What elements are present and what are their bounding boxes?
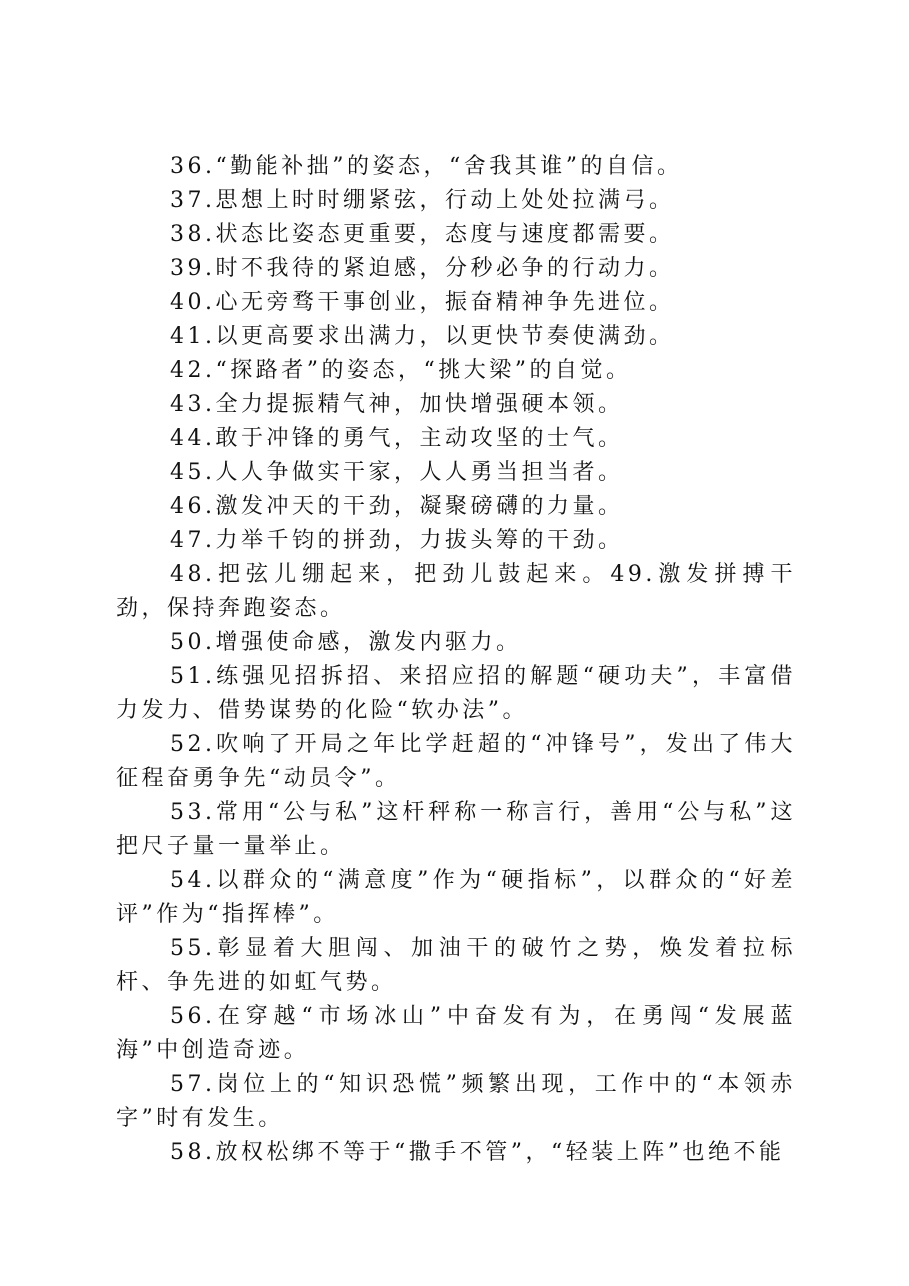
paragraph-43: 43.全力提振精气神，加快增强硬本领。 bbox=[170, 392, 624, 417]
paragraph-51: 51.练强见招拆招、来招应招的解题“硬功夫”，丰富借力发力、借势谋势的化险“软办法”。 bbox=[116, 664, 796, 723]
document-body bbox=[116, 150, 796, 1170]
paragraph-44: 44.敢于冲锋的勇气，主动攻坚的士气。 bbox=[170, 426, 624, 451]
paragraph-54: 54.以群众的“满意度”作为“硬指标”，以群众的“好差评”作为“指挥棒”。 bbox=[116, 868, 796, 927]
paragraph-52: 52.吹响了开局之年比学赶超的“冲锋号”，发出了伟大征程奋勇争先“动员令”。 bbox=[116, 732, 796, 791]
paragraph-45: 45.人人争做实干家，人人勇当担当者。 bbox=[170, 460, 624, 485]
paragraph-48-49: 48.把弦儿绷起来，把劲儿鼓起来。49.激发拼搏干劲，保持奔跑姿态。 bbox=[116, 562, 796, 621]
paragraph-57: 57.岗位上的“知识恐慌”频繁出现，工作中的“本领赤字”时有发生。 bbox=[116, 1072, 796, 1131]
paragraph-56: 56.在穿越“市场冰山”中奋发有为，在勇闯“发展蓝海”中创造奇迹。 bbox=[116, 1004, 796, 1063]
paragraph-38: 38.状态比姿态更重要，态度与速度都需要。 bbox=[170, 222, 675, 247]
paragraph-46: 46.激发冲天的干劲，凝聚磅礴的力量。 bbox=[170, 494, 624, 519]
paragraph-42: 42.“探路者”的姿态，“挑大梁”的自觉。 bbox=[170, 358, 632, 383]
paragraph-50: 50.增强使命感，激发内驱力。 bbox=[170, 630, 522, 655]
paragraph-53: 53.常用“公与私”这杆秤称一称言行，善用“公与私”这把尺子量一量举止。 bbox=[116, 800, 796, 859]
paragraph-37: 37.思想上时时绷紧弦，行动上处处拉满弓。 bbox=[170, 188, 675, 213]
paragraph-47: 47.力举千钧的拼劲，力拔头筹的干劲。 bbox=[170, 528, 624, 553]
paragraph-40: 40.心无旁骛干事创业，振奋精神争先进位。 bbox=[170, 290, 675, 315]
paragraph-58: 58.放权松绑不等于“撒手不管”，“轻装上阵”也绝不能 bbox=[170, 1140, 785, 1165]
paragraph-36: 36.“勤能补拙”的姿态，“舍我其谁”的自信。 bbox=[170, 154, 683, 179]
paragraph-41: 41.以更高要求出满力，以更快节奏使满劲。 bbox=[170, 324, 675, 349]
paragraph-55: 55.彰显着大胆闯、加油干的破竹之势，焕发着拉标杆、争先进的如虹气势。 bbox=[116, 936, 796, 995]
paragraph-39: 39.时不我待的紧迫感，分秒必争的行动力。 bbox=[170, 256, 675, 281]
